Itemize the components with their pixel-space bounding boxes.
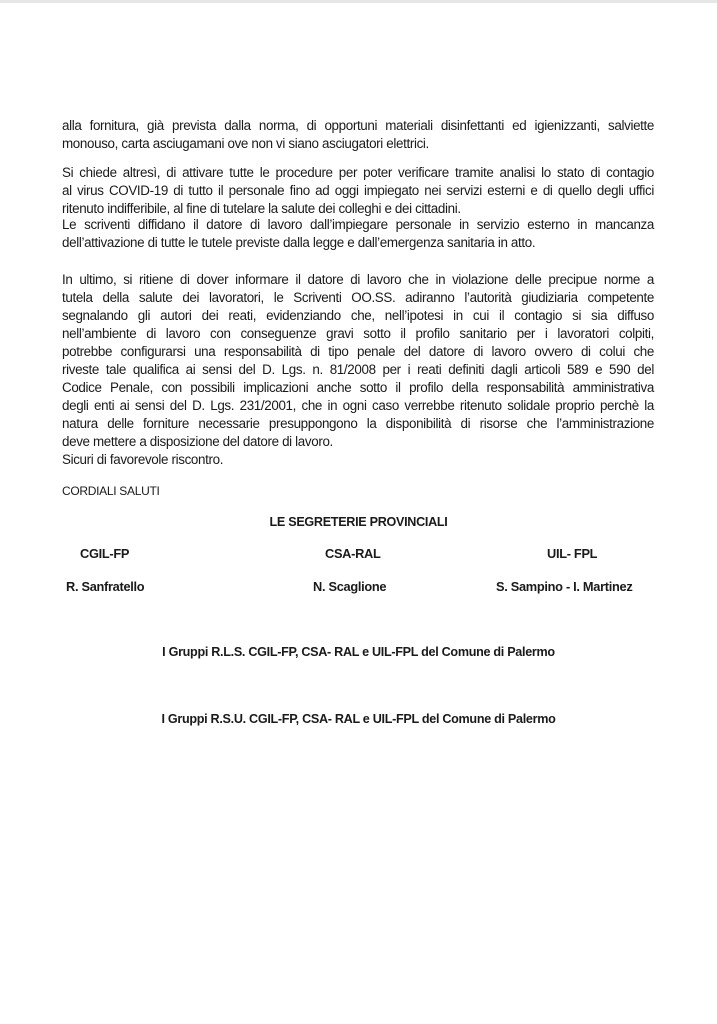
text-line: al virus COVID-19 di tutto il personale fino ad oggi impiegato nei servizi esterni e di quello degli uffici — [62, 183, 654, 198]
text-line: tutela della salute dei lavoratori, le Scriventi OO.SS. adiranno l’autorità giudiziaria competente — [62, 290, 654, 305]
text-line: segnalando gli autori dei reati, evidenziando che, nell’ipotesi in cui il contagio si sia diffuso — [62, 308, 654, 323]
union-name-uil: UIL- FPL — [547, 546, 598, 561]
text-line: nell’ambiente di lavoro con conseguenze gravi sotto il profilo sanitario per i lavoratori colpiti, — [62, 326, 654, 341]
text-line: dell’attivazione di tutte le tutele previste dalla legge e dall’emergenza sanitaria in atto. — [62, 235, 536, 250]
text-line: Si chiede altresì, di attivare tutte le procedure per poter verificare tramite analisi lo stato di contagio — [62, 165, 654, 180]
signer-csa: N. Scaglione — [313, 579, 387, 594]
top-edge-band — [0, 0, 717, 3]
text-line: Codice Penale, con possibili implicazioni anche sotto il profilo della responsabilità amministrativa — [62, 380, 654, 395]
text-line: degli enti ai sensi del D. Lgs. 231/2001, che in ogni caso verrebbe ritenuto solidale proprio perchè la — [62, 398, 654, 413]
signatories-heading: LE SEGRETERIE PROVINCIALI — [269, 515, 448, 529]
union-name-cgil: CGIL-FP — [80, 546, 130, 561]
text-line: alla fornitura, già prevista dalla norma, di opportuni materiali disinfettanti ed igienizzanti, salviette — [62, 118, 654, 133]
group-rls: I Gruppi R.L.S. CGIL-FP, CSA- RAL e UIL-FPL del Comune di Palermo — [162, 645, 555, 659]
closing-salutation: CORDIALI SALUTI — [62, 484, 160, 498]
text-line: monouso, carta asciugamani ove non vi siano asciugatori elettrici. — [62, 136, 429, 151]
signer-uil: S. Sampino - I. Martinez — [496, 579, 633, 594]
text-line: deve mettere a disposizione del datore di lavoro. — [62, 434, 333, 449]
union-name-csa: CSA-RAL — [325, 546, 381, 561]
text-line: In ultimo, si ritiene di dover informare il datore di lavoro che in violazione delle precipue norme a — [62, 272, 654, 287]
text-line: Sicuri di favorevole riscontro. — [62, 452, 224, 467]
signer-cgil: R. Sanfratello — [66, 579, 145, 594]
text-line: riveste tale qualifica ai sensi del D. Lgs. n. 81/2008 per i reati definiti dagli articoli 589 e 590 del — [62, 362, 654, 377]
text-line: natura delle forniture necessarie presuppongono la disponibilità di risorse che l’amministrazione — [62, 416, 654, 431]
text-line: ritenuto indifferibile, al fine di tutelare la salute dei colleghi e dei cittadini. — [62, 201, 461, 216]
text-line: potrebbe configurarsi una responsabilità di tipo penale del datore di lavoro ovvero di colui che — [62, 344, 654, 359]
text-line: Le scriventi diffidano il datore di lavoro dall’impiegare personale in servizio esterno in mancanza — [62, 217, 654, 232]
group-rsu: I Gruppi R.S.U. CGIL-FP, CSA- RAL e UIL-FPL del Comune di Palermo — [161, 712, 556, 726]
